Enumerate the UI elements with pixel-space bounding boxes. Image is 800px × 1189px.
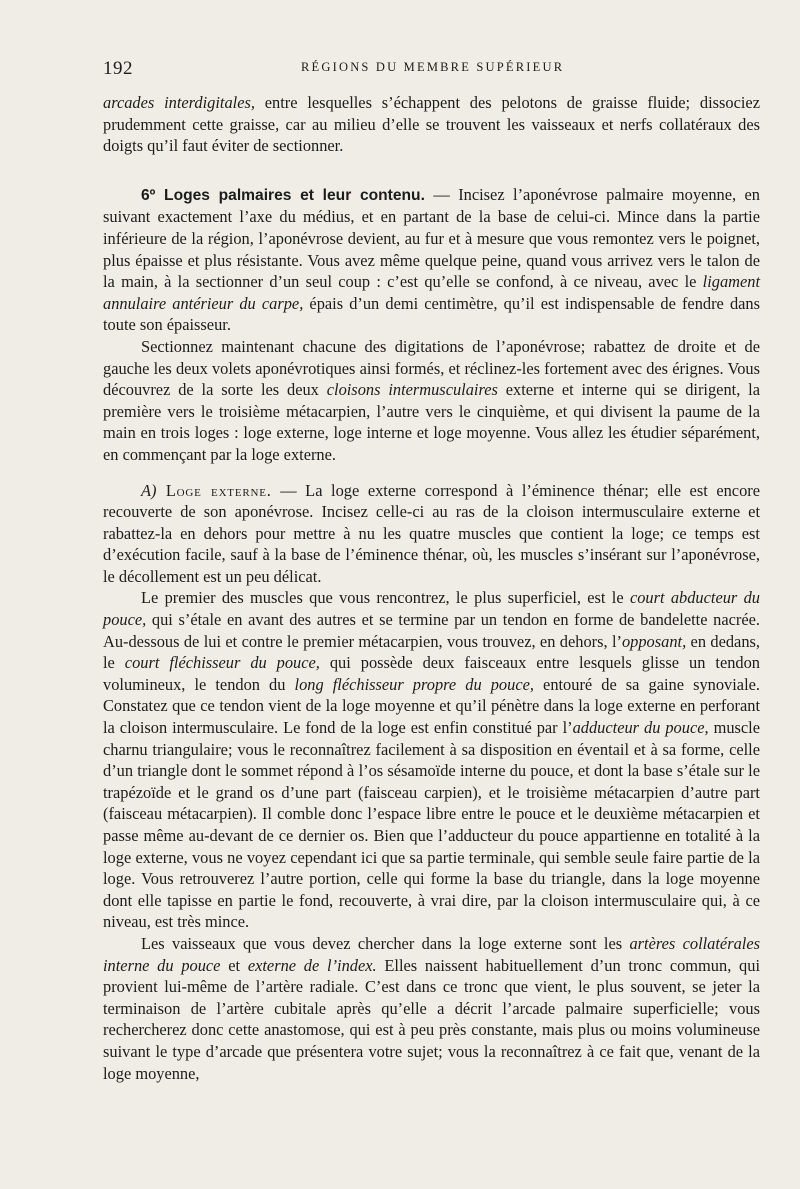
paragraph-text: épais d’un demi centimètre, qu’il est indispensable de fendre dans toute son épaisseur.	[103, 293, 760, 335]
paragraph-text: — La loge externe correspond à l’éminence thénar; elle est encore recouverte de son aponévrose. Incisez celle-ci au ras de la cloison intermusculaire externe et rabattez-la en dehors pour mettre à nu les quatre muscles que contient la loge; ce temps est d’exécution facile, sauf à la base de l’éminence thénar, où, les muscles s’insérant sur l’aponévrose, le décollement est un peu délicat.	[103, 480, 760, 586]
paragraph-text: Le premier des muscles que vous rencontrez, le plus superficiel, est le	[141, 588, 630, 608]
running-title: RÉGIONS DU MEMBRE SUPÉRIEUR	[301, 60, 565, 74]
paragraph-text: Elles naissent habituellement d’un tronc commun, qui provient lui-même de l’artère radiale. C’est dans ce tronc que vient, le plus souvent, se jeter la terminaison de l’artère cubitale après qu’elle a décrit l’arcade palmaire superficielle; vous rechercherez donc cette anastomose, qui est à peu près constante, mais plus ou moins volumineuse suivant le type d’arcade que présentera votre sujet; vous la reconnaîtrez à ce fait que, venant de la loge moyenne,	[103, 955, 760, 1083]
running-head	[103, 58, 760, 86]
paragraph-digitations	[103, 336, 760, 466]
italic-term: court fléchisseur du pouce,	[124, 653, 320, 673]
paragraph-vaisseaux	[103, 933, 760, 1084]
italic-term: cloisons intermusculaires	[326, 380, 498, 400]
italic-term: ligament annulaire antérieur du carpe,	[103, 272, 760, 313]
paragraph-text: — Incisez l’aponévrose palmaire moyenne, en suivant exactement l’axe du médius, et en partant de la base de celui-ci. Mince dans la partie inférieure de la région, l’aponévrose devient, au fur et à mesure que vous remontez vers le poignet, plus épaisse et plus résistante. Vous avez même quelque peine, quand vous arrivez vers le talon de la main, à la sectionner d’un seul coup : c’est qu’elle se confond, à ce niveau, avec le	[103, 184, 760, 292]
italic-term: court abducteur du pouce,	[103, 588, 760, 630]
paragraph-text: Sectionnez maintenant chacune des digitations de l’aponévrose; rabattez de droite et de gauche les deux volets aponévrotiques ainsi formés, et réclinez-les fortement avec des érignes. Vous découvrez de la sorte les deux	[103, 336, 760, 400]
paragraph-text: Les vaisseaux que vous devez chercher dans la loge externe sont les	[141, 933, 630, 953]
paragraph-muscles	[103, 587, 760, 933]
italic-term: adducteur du pouce,	[572, 718, 709, 738]
paragraph-text: qui possède deux faisceaux entre lesquels glisse un tendon volumineux, le tendon du	[103, 653, 760, 694]
subsection-letter: A)	[141, 480, 157, 500]
italic-term: externe de l’index.	[247, 955, 377, 975]
italic-term: artères collatérales interne du pouce	[103, 933, 760, 975]
paragraph-loges-palmaires	[103, 184, 760, 336]
section-heading: 6º Loges palmaires et leur contenu.	[141, 186, 425, 204]
paragraph-arcades	[103, 92, 760, 157]
italic-term: arcades interdigitales,	[103, 93, 255, 112]
paragraph-text: muscle charnu triangulaire; vous le reconnaîtrez facilement à sa disposition en éventail et à sa forme, celle d’un triangle dont le sommet répond à l’os sésamoïde interne du pouce, et dont la base s’étale sur le trapézoïde et le grand os d’une part (faisceau carpien), et le troisième métacarpien d’autre part (faisceau métacarpien). Il comble donc l’espace libre entre le pouce et le deuxième métacarpien et passe même au-devant de ce dernier os. Bien que l’adducteur du pouce appartienne en totalité à la loge externe, vous ne voyez cependant ici que sa partie terminale, qui semble seule faire partie de la loge. Vous retrouverez l’autre portion, celle qui forme la base du triangle, dans la loge moyenne dont elle tapisse en partie le fond, recouverte, à vrai dire, par la cloison intermusculaire qui, à ce niveau, est très mince.	[103, 718, 760, 932]
paragraph-text: entouré de sa gaine synoviale. Constatez que ce tendon vient de la loge moyenne et qu’il pénètre dans la loge externe en perforant la cloison intermusculaire. Le fond de la loge est enfin constitué par l’	[103, 674, 760, 738]
paragraph-text: entre lesquelles s’échappent des pelotons de graisse fluide; dissociez prudemment cette graisse, car au milieu d’elle se trouvent les vaisseaux et nerfs collatéraux des doigts qu’il faut éviter de sectionner.	[103, 93, 760, 156]
paragraph-text: en dedans, le	[103, 631, 760, 673]
subsection-heading: Loge externe.	[156, 480, 272, 500]
paragraph-text: et	[220, 955, 248, 975]
page-number: 192	[103, 58, 133, 79]
italic-term: long fléchisseur propre du pouce,	[294, 674, 534, 694]
paragraph-text: qui s’étale en avant des autres et se termine par un tendon en forme de bandelette nacrée. Au-dessous de lui et contre le premier métacarpien, vous trouvez, en dehors, l’	[103, 610, 760, 651]
paragraph-loge-externe	[103, 480, 760, 588]
paragraph-text: externe et interne qui se dirigent, la première vers le troisième métacarpien, l’autre vers le cinquième, et qui divisent la paume de la main en trois loges : loge externe, loge interne et loge moyenne. Vous allez les étudier séparément, en commençant par la loge externe.	[103, 380, 760, 464]
italic-term: opposant,	[621, 631, 687, 651]
